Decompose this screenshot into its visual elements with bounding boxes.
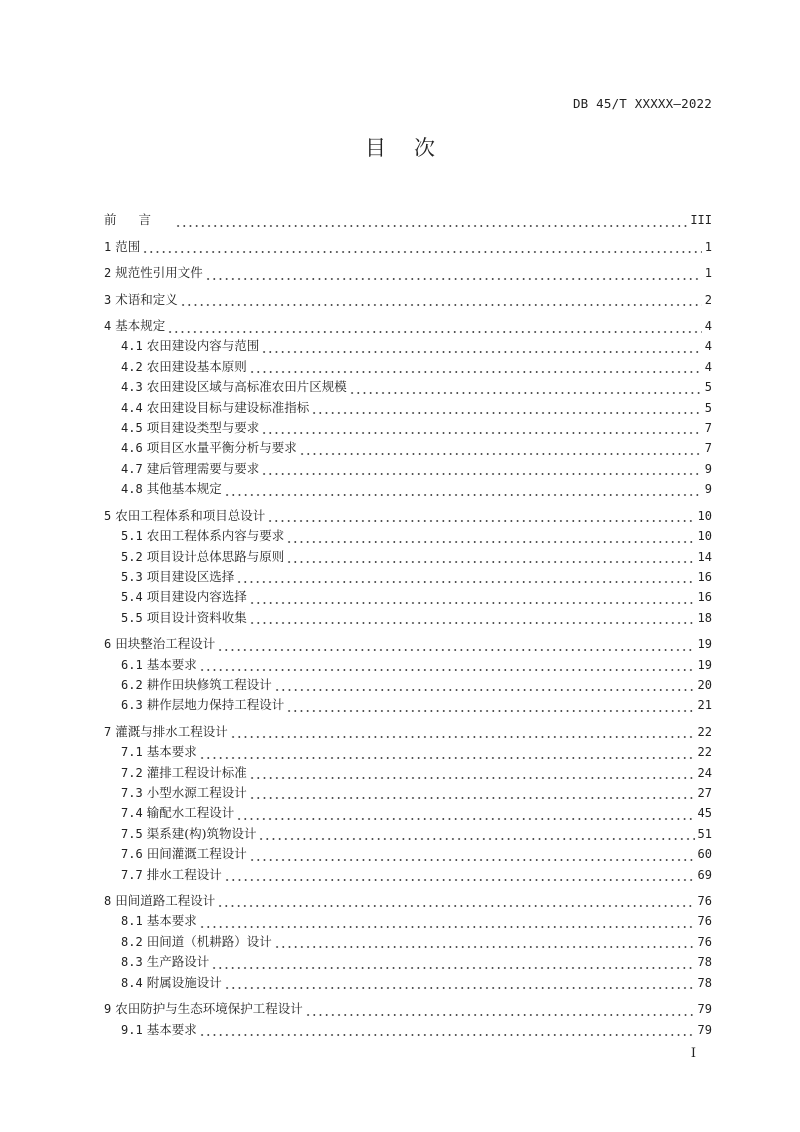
toc-entry-title: 排水工程设计: [146, 866, 222, 882]
dot-leader: [274, 674, 695, 694]
toc-entry-label: [121, 587, 249, 607]
toc-entry-label: [104, 634, 217, 654]
toc-entry-title: 规范性引用文件: [115, 265, 203, 281]
dot-leader: [249, 587, 695, 607]
toc-entry-number: 6.1: [121, 657, 143, 672]
document-number: DB 45/T XXXXX—2022: [572, 96, 712, 111]
toc-entry-number: 4.1: [121, 339, 143, 354]
toc-entry-title: 项目建设内容选择: [146, 589, 247, 605]
toc-entry-number: 1: [104, 239, 112, 254]
toc-entry-page: 76: [697, 934, 712, 949]
toc-entry-title: 灌排工程设计标准: [146, 764, 247, 780]
toc-entry-page: 9: [704, 482, 712, 497]
toc-entry-number: 7.7: [121, 867, 143, 882]
toc-entry-label: [104, 316, 167, 336]
toc-entry-number: 5: [104, 508, 112, 523]
toc-entry-title: 建后管理需要与要求: [146, 460, 260, 476]
toc-entry-label: [121, 932, 274, 952]
toc-entry-page: 24: [697, 765, 712, 780]
toc-entry-page: 2: [704, 292, 712, 307]
toc-entry-number: 8.4: [121, 975, 143, 990]
toc-entry-number: 9: [104, 1002, 112, 1017]
toc-entry-label: [121, 526, 286, 546]
dot-leader: [261, 336, 702, 356]
toc-entry-number: 4.3: [121, 380, 143, 395]
toc-entry-label: [121, 952, 211, 972]
toc-entry-title: 渠系建(构)筑物设计: [146, 825, 257, 841]
toc-entry-title: 项目建设区选择: [146, 568, 235, 584]
dot-leader: [236, 803, 694, 823]
toc-entry-label: [104, 506, 267, 526]
toc-entry-label: [121, 865, 224, 885]
dot-leader: [249, 607, 695, 627]
toc-entry-page: 21: [697, 698, 712, 713]
toc-entry[interactable]: [104, 932, 712, 952]
toc-entry[interactable]: [104, 310, 712, 337]
toc-entry-number: 4.8: [121, 482, 143, 497]
dot-leader: [211, 952, 694, 972]
toc-entry[interactable]: [104, 695, 712, 715]
dot-leader: [142, 236, 702, 256]
dot-leader: [249, 762, 695, 782]
page-title: [0, 132, 800, 162]
toc-entry-page: 4: [704, 319, 712, 334]
toc-entry-page: 10: [697, 529, 712, 544]
toc-entry-page: 5: [704, 380, 712, 395]
toc-entry[interactable]: [104, 547, 712, 567]
toc-entry-label: [121, 459, 261, 479]
toc-entry-page: 18: [697, 610, 712, 625]
toc-entry-page: 51: [697, 826, 712, 841]
toc-entry[interactable]: [104, 257, 712, 284]
toc-entry[interactable]: [104, 803, 712, 823]
toc-entry[interactable]: [104, 628, 712, 655]
toc-entry[interactable]: [104, 911, 712, 931]
dot-leader: [311, 397, 702, 417]
toc-entry[interactable]: [104, 973, 712, 993]
toc-entry-page: 79: [697, 1002, 712, 1017]
toc-entry-number: 4: [104, 319, 112, 334]
toc-entry[interactable]: [104, 398, 712, 418]
toc-entry-page: 1: [704, 239, 712, 254]
page-number: I: [690, 1046, 696, 1061]
toc-entry[interactable]: [104, 608, 712, 628]
toc-entry-title: 范围: [115, 238, 141, 254]
toc-entry[interactable]: [104, 459, 712, 479]
toc-entry-number: 5.4: [121, 590, 143, 605]
toc-entry-label: [121, 844, 249, 864]
toc-entry-label: [121, 336, 261, 356]
toc-entry[interactable]: [104, 952, 712, 972]
toc-entry-number: 6.3: [121, 698, 143, 713]
dot-leader: [305, 999, 695, 1019]
toc-entry[interactable]: [104, 438, 712, 458]
toc-entry[interactable]: [104, 479, 712, 499]
dot-leader: [199, 1019, 695, 1039]
dot-leader: [224, 972, 695, 992]
toc-entry-page: 10: [697, 508, 712, 523]
toc-entry-title: 基本要求: [146, 744, 197, 760]
toc-entry-number: 4.5: [121, 421, 143, 436]
toc-entry[interactable]: [104, 885, 712, 912]
toc-entry-label: [121, 675, 274, 695]
toc-entry-title: 田间道路工程设计: [115, 893, 216, 909]
toc-entry-title: 基本规定: [115, 318, 166, 334]
toc-entry-number: 7.6: [121, 847, 143, 862]
toc-entry[interactable]: [104, 357, 712, 377]
toc-entry-label: [121, 438, 299, 458]
toc-entry-title: 灌溉与排水工程设计: [115, 723, 228, 739]
toc-entry-label: [104, 290, 180, 310]
toc-entry-title: 耕作层地力保持工程设计: [146, 697, 285, 713]
dot-leader: [217, 890, 694, 910]
toc-entry-page: 16: [697, 569, 712, 584]
toc-entry[interactable]: [104, 844, 712, 864]
dot-leader: [299, 438, 702, 458]
toc-entry[interactable]: [104, 763, 712, 783]
toc-entry-page: 19: [697, 637, 712, 652]
toc-entry-title: 术语和定义: [115, 291, 178, 307]
toc-entry-label: [121, 911, 199, 931]
toc-entry-title: 基本要求: [146, 1021, 197, 1037]
toc-entry[interactable]: [104, 377, 712, 397]
toc-entry[interactable]: [104, 526, 712, 546]
toc-entry-title: 项目区水量平衡分析与要求: [146, 440, 297, 456]
toc-entry-number: 5.3: [121, 569, 143, 584]
toc-entry[interactable]: [104, 993, 712, 1020]
dot-leader: [258, 823, 694, 843]
toc-entry-label: [121, 418, 261, 438]
toc-entry-title: 小型水源工程设计: [146, 785, 247, 801]
toc-entry-number: 6: [104, 637, 112, 652]
dot-leader: [249, 782, 695, 802]
toc-entry-page: 19: [697, 657, 712, 672]
toc-entry-number: 4.7: [121, 461, 143, 476]
toc-entry[interactable]: [104, 675, 712, 695]
dot-leader: [199, 742, 695, 762]
toc-entry-title: 田间灌溉工程设计: [146, 846, 247, 862]
toc-entry-label: [121, 803, 236, 823]
toc-entry[interactable]: [104, 655, 712, 675]
toc-entry[interactable]: [104, 204, 712, 231]
toc-entry-page: 9: [704, 461, 712, 476]
toc-entry-label: [121, 824, 258, 844]
dot-leader: [261, 417, 702, 437]
toc-entry-label: [121, 783, 249, 803]
toc-entry-page: 5: [704, 400, 712, 415]
toc-entry-page: 76: [697, 914, 712, 929]
toc-entry-page: 7: [704, 421, 712, 436]
dot-leader: [175, 210, 687, 230]
toc-entry[interactable]: [104, 716, 712, 743]
dot-leader: [224, 864, 695, 884]
toc-entry-page: 76: [697, 894, 712, 909]
toc-entry-label: [121, 763, 249, 783]
toc-entry-title: 农田防护与生态环境保护工程设计: [115, 1001, 303, 1017]
table-of-contents: [104, 204, 712, 1040]
dot-leader: [274, 931, 695, 951]
toc-entry-page: 79: [697, 1022, 712, 1037]
toc-entry-title: 项目设计总体思路与原则: [146, 548, 285, 564]
toc-entry-title: 基本要求: [146, 656, 197, 672]
toc-entry-number: 4.4: [121, 400, 143, 415]
toc-entry-page: 78: [697, 975, 712, 990]
dot-leader: [286, 546, 694, 566]
toc-entry-page: 22: [697, 745, 712, 760]
toc-entry-number: 5.2: [121, 549, 143, 564]
toc-entry-number: 6.2: [121, 677, 143, 692]
toc-entry-title: 其他基本规定: [146, 481, 222, 497]
toc-entry-title: 田块整治工程设计: [115, 636, 216, 652]
toc-entry[interactable]: [104, 567, 712, 587]
toc-entry-title: 项目设计资料收集: [146, 609, 247, 625]
toc-entry-page: 16: [697, 590, 712, 605]
toc-entry[interactable]: [104, 865, 712, 885]
toc-entry-number: 7: [104, 724, 112, 739]
toc-entry-title: 耕作田块修筑工程设计: [146, 676, 272, 692]
dot-leader: [349, 377, 702, 397]
toc-entry-label: [104, 237, 142, 257]
toc-entry[interactable]: [104, 337, 712, 357]
toc-entry-number: 8.3: [121, 955, 143, 970]
toc-entry-label: [121, 655, 199, 675]
toc-entry-number: 7.5: [121, 826, 143, 841]
toc-entry-label: [104, 210, 175, 230]
toc-entry-title: 生产路设计: [146, 954, 210, 970]
toc-entry-page: 20: [697, 677, 712, 692]
toc-entry-label: [121, 547, 286, 567]
toc-entry-label: [121, 1020, 199, 1040]
toc-entry-number: 8: [104, 894, 112, 909]
toc-entry-number: 4.2: [121, 359, 143, 374]
dot-leader: [249, 356, 702, 376]
toc-entry-number: 7.2: [121, 765, 143, 780]
toc-entry-number: 5.1: [121, 529, 143, 544]
toc-entry-label: [121, 377, 349, 397]
toc-entry[interactable]: [104, 1020, 712, 1040]
toc-entry-page: 4: [704, 359, 712, 374]
toc-entry-label: [121, 398, 311, 418]
toc-entry-number: 7.3: [121, 786, 143, 801]
toc-entry-number: 2: [104, 266, 112, 281]
dot-leader: [261, 458, 702, 478]
toc-entry-title: 附属设施设计: [146, 974, 222, 990]
toc-entry-label: [121, 973, 224, 993]
dot-leader: [217, 634, 694, 654]
toc-entry-title: 输配水工程设计: [146, 805, 235, 821]
toc-entry-page: 45: [697, 806, 712, 821]
toc-entry-number: 9.1: [121, 1022, 143, 1037]
toc-entry-title: 田间道（机耕路）设计: [146, 933, 272, 949]
dot-leader: [230, 721, 695, 741]
toc-entry-label: [121, 695, 286, 715]
dot-leader: [180, 289, 702, 309]
dot-leader: [286, 695, 694, 715]
toc-entry-label: [104, 891, 217, 911]
toc-entry-title: 农田建设目标与建设标准指标: [146, 399, 310, 415]
toc-entry[interactable]: [104, 824, 712, 844]
toc-entry[interactable]: [104, 587, 712, 607]
toc-entry-page: 27: [697, 786, 712, 801]
toc-entry-title: 农田工程体系内容与要求: [146, 528, 285, 544]
toc-entry-number: 4.6: [121, 441, 143, 456]
toc-entry-number: 8.2: [121, 934, 143, 949]
toc-entry-number: 7.1: [121, 745, 143, 760]
dot-leader: [286, 526, 694, 546]
toc-entry[interactable]: [104, 231, 712, 258]
dot-leader: [224, 479, 702, 499]
toc-entry-page: 7: [704, 441, 712, 456]
toc-entry[interactable]: [104, 418, 712, 438]
toc-entry-number: 7.4: [121, 806, 143, 821]
toc-entry-number: 5.5: [121, 610, 143, 625]
toc-entry-title: 前言: [104, 212, 174, 228]
toc-entry-title: 项目建设类型与要求: [146, 420, 260, 436]
toc-entry-label: [121, 742, 199, 762]
toc-entry-title: 农田工程体系和项目总设计: [115, 507, 266, 523]
toc-entry[interactable]: [104, 783, 712, 803]
toc-entry-label: [104, 263, 205, 283]
toc-entry-title: 农田建设区域与高标准农田片区规模: [146, 379, 347, 395]
toc-entry-page: 4: [704, 339, 712, 354]
toc-entry-label: [121, 567, 236, 587]
toc-entry-label: [121, 357, 249, 377]
dot-leader: [199, 911, 695, 931]
toc-entry-page: 22: [697, 724, 712, 739]
toc-entry-title: 农田建设基本原则: [146, 358, 247, 374]
toc-entry-label: [104, 722, 230, 742]
toc-entry-page: III: [690, 213, 712, 228]
dot-leader: [267, 505, 694, 525]
toc-entry-number: 3: [104, 292, 112, 307]
dot-leader: [236, 566, 694, 586]
toc-entry-label: [121, 479, 224, 499]
toc-entry-title: 基本要求: [146, 913, 197, 929]
toc-entry-label: [121, 608, 249, 628]
dot-leader: [249, 844, 695, 864]
toc-entry[interactable]: [104, 284, 712, 311]
toc-entry-title: 农田建设内容与范围: [146, 338, 260, 354]
toc-entry[interactable]: [104, 742, 712, 762]
toc-entry-page: 60: [697, 847, 712, 862]
toc-entry-page: 14: [697, 549, 712, 564]
toc-entry-number: 8.1: [121, 914, 143, 929]
dot-leader: [199, 654, 695, 674]
page-title-text: 目次: [365, 136, 463, 160]
dot-leader: [205, 263, 702, 283]
toc-entry-page: 78: [697, 955, 712, 970]
dot-leader: [167, 316, 702, 336]
toc-entry-label: [104, 999, 305, 1019]
toc-entry-page: 69: [697, 867, 712, 882]
toc-entry-page: 1: [704, 266, 712, 281]
toc-entry[interactable]: [104, 500, 712, 527]
